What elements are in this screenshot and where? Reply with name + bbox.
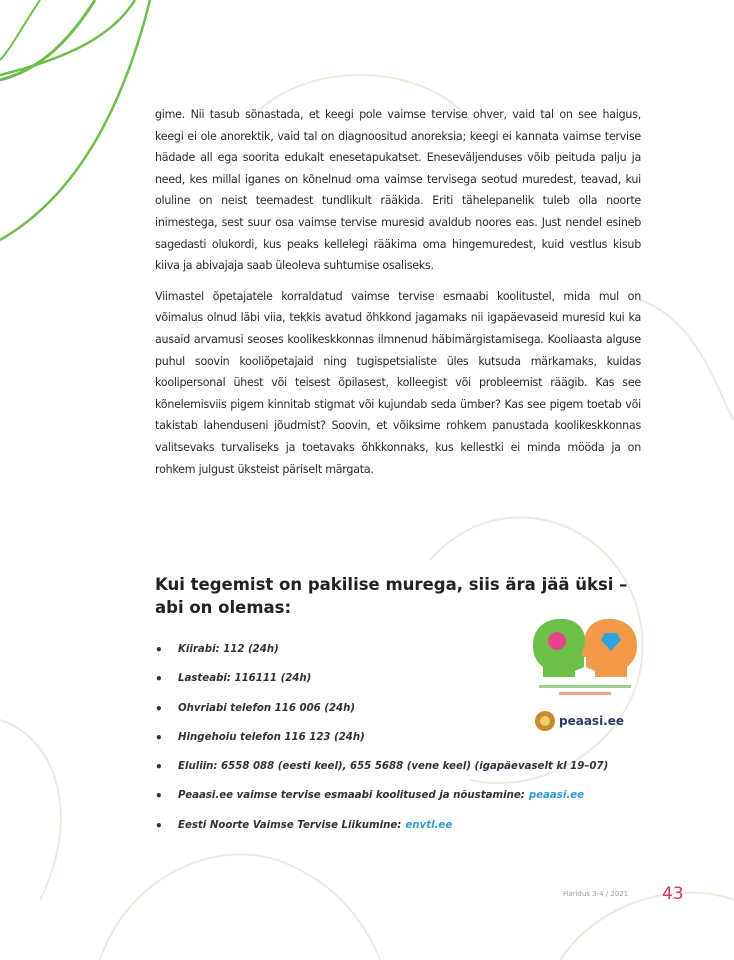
- bullet-icon: •: [155, 672, 163, 687]
- bullet-icon: •: [155, 760, 163, 775]
- bullet-icon: •: [155, 643, 163, 657]
- peaasi-logo-text: peaasi.ee: [559, 714, 625, 728]
- paragraph: gime. Nii tasub sõnastada, et keegi pole vaimse tervise ohver, vaid tal on see haigus, keegi ei ole anorektik, vaid tal on diagnoositud anoreksia; keegi ei kannata vaimse tervise hädade all ega soorita edukalt enesetapukatset. Eneseväljenduses võib peituda palju ja need, kes millal iganes on kõnelnud oma vaimse tervisega seotud muredest, teavad, kui oluline on neist teemadest tundlikult rääkida. Eriti tähelepanelik tuleb olla noorte inimestega, sest suur osa vaimse tervise muresid avaldub noores eas. Just nendel esineb sagedasti olukordi, kus peaks kellelegi rääkima oma hingemuredest, kuid vestlus kisub kiiva ja abivajaja saab üleoleva suhtumise osaliseks.: [155, 108, 641, 273]
- peaasi-link[interactable]: peaasi.ee: [528, 790, 585, 802]
- article-body: [155, 104, 641, 489]
- section-heading: Kui tegemist on pakilise murega, siis ära jää üksi – abi on olemas:: [155, 575, 628, 617]
- list-item: • Eesti Noorte Vaimse Tervise Liikumine: envtl.ee: [155, 817, 655, 846]
- partner-logos: [525, 615, 645, 740]
- bullet-icon: •: [155, 701, 163, 716]
- list-item: • Ohvriabi telefon 116 006 (24h): [155, 700, 655, 729]
- page-number: 43: [662, 884, 684, 904]
- mental-health-heads-logo: [525, 615, 645, 740]
- list-item: • Hingehoiu telefon 116 123 (24h): [155, 729, 655, 758]
- list-item: • Kiirabi: 112 (24h): [155, 641, 655, 670]
- list-item: • Peaasi.ee vaimse tervise esmaabi koolitused ja nõustamine: peaasi.ee: [155, 787, 655, 816]
- paragraph: Viimastel õpetajatele korraldatud vaimse tervise esmaabi koolitustel, mida mul on võimalus olnud läbi viia, tekkis avatud õhkkond jagamaks nii igapäevaseid muresid kui ka ausaid arvamusi seoses koolikeskkonnas ilmnenud häbimärgistamisega. Kooliaasta alguse puhul soovin kooliõpetajaid ning tugispetsialiste üles kutsuda märkamaks, kuidas koolipersonal ühest või teisest õpilasest, kolleegist või probleemist räägib. Kas see kõnelemisviis pigem kinnitab stigmat või kujundab seda ümber? Kas see pigem toetab või takistab lahenduseni jõudmist? Soovin, et võiksime rohkem panustada koolikeskkonnas valitsevaks turvaliseks ja toetavaks õhkkonnaks, kus kellestki ei minda mööda ja on rohkem julgust üksteist päriselt märgata.: [155, 289, 641, 476]
- envtl-link[interactable]: envtl.ee: [405, 819, 453, 831]
- bullet-icon: •: [155, 789, 163, 804]
- footer-publication: Haridus 3-4 / 2021: [563, 890, 629, 898]
- bullet-icon: •: [155, 730, 163, 745]
- bullet-icon: •: [155, 818, 163, 833]
- list-item: • Lasteabi: 116111 (24h): [155, 670, 655, 699]
- list-item: • Eluliin: 6558 088 (eesti keel), 655 5688 (vene keel) (igapäevaselt kl 19–07): [155, 758, 655, 787]
